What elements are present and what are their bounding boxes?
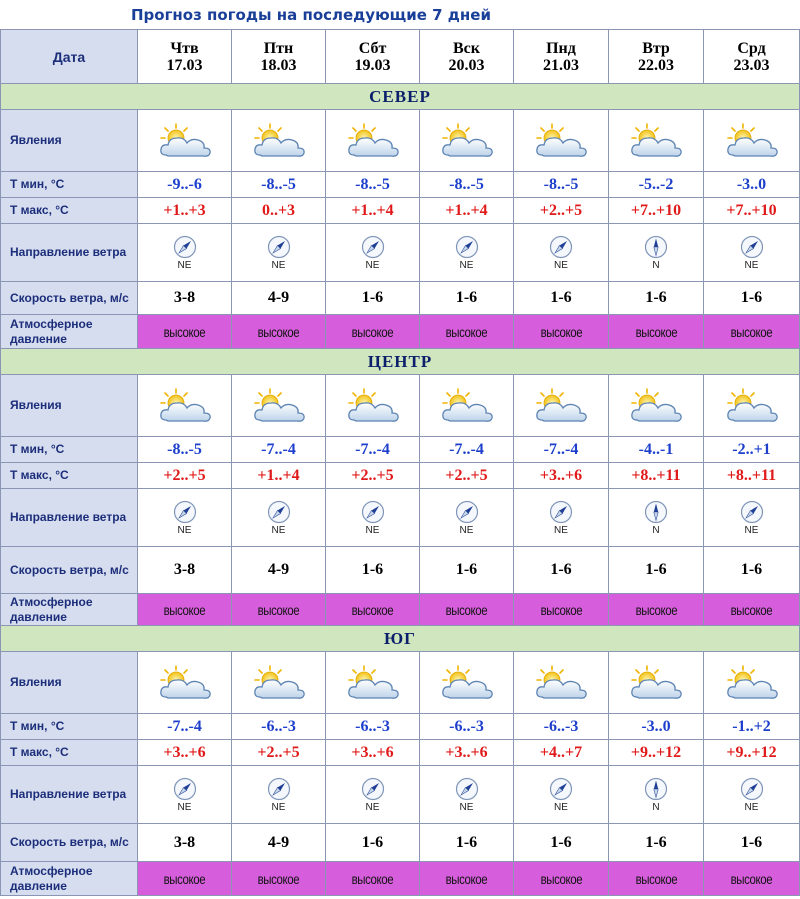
row-label-wind_dir: Направление ветра [1,766,138,824]
phenomena-cell [232,110,326,172]
wind-speed-value: 1-6 [704,824,800,862]
pressure-value: высокое [257,870,300,887]
compass-arrow-icon [361,235,385,259]
pressure-cell [232,594,326,626]
phenomena-cell [326,110,420,172]
wind-direction-code: NE [459,259,474,271]
pressure-cell [326,862,420,896]
partly-cloudy-icon [609,387,703,425]
tmin-value: -8..-5 [326,172,420,198]
tmin-value: -6..-3 [514,714,609,740]
wind-direction-cell [514,224,609,282]
region-name: ЦЕНТР [1,349,800,375]
phenomena-cell [609,652,704,714]
row-label-tmax: Т макс, °С [1,740,138,766]
wind-speed-value: 1-6 [704,282,800,315]
tmax-value: +1..+4 [232,463,326,489]
wind-direction-cell [232,766,326,824]
pressure-cell [232,862,326,896]
phenomena-cell [138,652,232,714]
wind-direction-code: NE [365,524,380,536]
partly-cloudy-icon [420,387,513,425]
tmin-value: -7..-4 [514,437,609,463]
tmin-value: -8..-5 [420,172,514,198]
tmax-value: +1..+4 [326,198,420,224]
partly-cloudy-icon [326,387,419,425]
pressure-value: высокое [257,323,300,340]
forecast-table [0,29,800,896]
tmax-value: +2..+5 [420,463,514,489]
partly-cloudy-icon [514,387,608,425]
pressure-value: высокое [540,870,582,887]
pressure-cell [420,594,514,626]
phenomena-cell [420,110,514,172]
wind-direction-code: NE [177,801,192,813]
partly-cloudy-icon [420,664,513,702]
wind-direction-row [1,766,800,824]
wind-speed-value: 1-6 [514,282,609,315]
partly-cloudy-icon [609,122,703,160]
partly-cloudy-icon [138,122,231,160]
partly-cloudy-icon [609,664,703,702]
row-label-tmin: Т мин, °С [1,437,138,463]
wind-direction-code: NE [177,259,192,271]
compass-arrow-icon [549,500,573,524]
pressure-value: высокое [540,323,582,340]
pressure-value: высокое [730,870,773,887]
partly-cloudy-icon [232,664,325,702]
row-label-wind_dir: Направление ветра [1,224,138,282]
phenomena-cell [420,375,514,437]
tmax-value: +7..+10 [704,198,800,224]
tmax-value: +3..+6 [326,740,420,766]
wind-direction-cell [232,489,326,547]
compass-arrow-icon [173,235,197,259]
wind-speed-value: 4-9 [232,547,326,594]
tmin-value: -8..-5 [514,172,609,198]
pressure-value: высокое [163,601,206,618]
region-name: ЮГ [1,626,800,652]
wind-speed-value: 4-9 [232,282,326,315]
compass-arrow-icon [455,777,479,801]
compass-arrow-icon [740,500,764,524]
row-label-tmax: Т макс, °С [1,463,138,489]
wind-speed-value: 3-8 [138,547,232,594]
partly-cloudy-icon [232,122,325,160]
partly-cloudy-icon [420,122,513,160]
wind-direction-row [1,489,800,547]
tmax-value: +3..+6 [420,740,514,766]
wind-speed-value: 1-6 [609,282,704,315]
tmax-value: 0..+3 [232,198,326,224]
compass-arrow-icon [361,500,385,524]
date-label: Дата [1,30,138,84]
day-header [138,30,232,84]
wind-speed-value: 1-6 [420,282,514,315]
day-header [704,30,800,84]
region-row [1,84,800,110]
phenomena-cell [609,110,704,172]
compass-arrow-icon [740,777,764,801]
pressure-cell [704,862,800,896]
phenomena-cell [704,375,800,437]
wind-speed-value: 1-6 [609,824,704,862]
pressure-value: высокое [257,601,300,618]
phenomena-cell [514,110,609,172]
pressure-value: высокое [163,323,206,340]
wind-speed-value: 1-6 [609,547,704,594]
wind-direction-cell [138,224,232,282]
row-label-wind_speed: Скорость ветра, м/с [1,824,138,862]
phenomena-cell [704,110,800,172]
partly-cloudy-icon [704,664,799,702]
row-label-phenomena: Явления [1,110,138,172]
pressure-row [1,862,800,896]
wind-direction-row [1,224,800,282]
wind-speed-value: 1-6 [514,824,609,862]
wind-direction-code: NE [744,259,759,271]
wind-direction-cell [326,489,420,547]
tmax-value: +4..+7 [514,740,609,766]
wind-speed-value: 1-6 [326,824,420,862]
wind-speed-row [1,547,800,594]
wind-speed-value: 3-8 [138,824,232,862]
day-date: 20.03 [448,56,485,74]
wind-direction-cell [326,224,420,282]
wind-direction-cell [420,766,514,824]
wind-direction-code: NE [365,801,380,813]
tmin-row [1,437,800,463]
wind-speed-row [1,824,800,862]
wind-direction-cell [609,489,704,547]
day-header [420,30,514,84]
tmax-value: +8..+11 [704,463,800,489]
compass-arrow-icon [173,777,197,801]
phenomena-row [1,375,800,437]
pressure-cell [609,315,704,349]
wind-speed-value: 1-6 [420,824,514,862]
wind-direction-cell [609,766,704,824]
wind-direction-code: NE [271,259,286,271]
row-label-tmin: Т мин, °С [1,172,138,198]
phenomena-cell [326,652,420,714]
wind-direction-cell [514,766,609,824]
partly-cloudy-icon [326,664,419,702]
tmin-value: -8..-5 [232,172,326,198]
pressure-value: высокое [445,601,488,618]
page-title: Прогноз погоды на последующие 7 дней [131,6,491,24]
row-label-phenomena: Явления [1,375,138,437]
row-label-wind_dir: Направление ветра [1,489,138,547]
wind-direction-code: NE [744,524,759,536]
tmin-value: -9..-6 [138,172,232,198]
pressure-cell [704,594,800,626]
wind-direction-cell [138,489,232,547]
pressure-cell [420,862,514,896]
day-of-week: Пнд [546,39,576,57]
pressure-cell [514,594,609,626]
day-date: 22.03 [638,56,674,74]
tmax-value: +1..+3 [138,198,232,224]
day-date: 17.03 [166,56,203,74]
day-of-week: Сбт [358,39,387,57]
wind-direction-code: NE [365,259,380,271]
phenomena-cell [326,375,420,437]
wind-direction-code: NE [271,524,286,536]
phenomena-cell [138,375,232,437]
wind-direction-cell [704,766,800,824]
day-header [514,30,609,84]
wind-direction-code: NE [459,524,474,536]
compass-arrow-icon [173,500,197,524]
wind-speed-value: 1-6 [514,547,609,594]
tmax-value: +9..+12 [704,740,800,766]
day-header [326,30,420,84]
wind-direction-cell [609,224,704,282]
pressure-value: высокое [351,323,394,340]
wind-direction-cell [420,224,514,282]
tmax-value: +2..+5 [232,740,326,766]
wind-speed-value: 3-8 [138,282,232,315]
row-label-wind_speed: Скорость ветра, м/с [1,547,138,594]
row-label-phenomena: Явления [1,652,138,714]
phenomena-row [1,110,800,172]
compass-arrow-icon [455,235,479,259]
day-of-week: Срд [737,39,766,57]
tmax-value: +9..+12 [609,740,704,766]
pressure-cell [232,315,326,349]
wind-speed-value: 1-6 [326,547,420,594]
compass-arrow-icon [267,777,291,801]
day-of-week: Вск [453,39,480,57]
tmin-value: -7..-4 [326,437,420,463]
region-row [1,626,800,652]
wind-speed-value: 1-6 [420,547,514,594]
region-name: СЕВЕР [1,84,800,110]
pressure-cell [138,862,232,896]
pressure-value: высокое [163,870,206,887]
row-label-tmin: Т мин, °С [1,714,138,740]
pressure-value: высокое [540,601,582,618]
phenomena-row [1,652,800,714]
compass-arrow-icon [549,235,573,259]
compass-arrow-icon [740,235,764,259]
wind-direction-code: NE [744,801,759,813]
day-date: 23.03 [733,56,770,74]
wind-direction-cell [232,224,326,282]
pressure-cell [609,594,704,626]
tmin-value: -7..-4 [420,437,514,463]
day-date: 18.03 [260,56,297,74]
partly-cloudy-icon [326,122,419,160]
wind-direction-code: NE [554,801,568,813]
tmax-value: +7..+10 [609,198,704,224]
tmin-value: -6..-3 [420,714,514,740]
wind-speed-row [1,282,800,315]
tmin-value: -3..0 [704,172,800,198]
tmin-row [1,714,800,740]
tmax-value: +3..+6 [514,463,609,489]
tmax-value: +3..+6 [138,740,232,766]
day-header [232,30,326,84]
pressure-cell [420,315,514,349]
row-label-tmax: Т макс, °С [1,198,138,224]
pressure-value: высокое [635,601,677,618]
day-of-week: Втр [642,39,670,57]
pressure-cell [514,862,609,896]
day-date: 19.03 [354,56,391,74]
phenomena-cell [704,652,800,714]
tmax-value: +2..+5 [514,198,609,224]
pressure-cell [326,594,420,626]
tmin-value: -2..+1 [704,437,800,463]
row-label-pressure: Атмосферное давление [1,315,138,349]
tmin-value: -8..-5 [138,437,232,463]
compass-arrow-icon [361,777,385,801]
phenomena-cell [138,110,232,172]
compass-arrow-icon [644,777,668,801]
compass-arrow-icon [455,500,479,524]
wind-direction-cell [704,224,800,282]
day-of-week: Птн [263,39,294,57]
phenomena-cell [514,375,609,437]
pressure-cell [138,594,232,626]
wind-direction-cell [138,766,232,824]
wind-direction-cell [326,766,420,824]
pressure-row [1,315,800,349]
wind-direction-cell [514,489,609,547]
header-row [1,30,800,84]
tmax-row [1,463,800,489]
tmin-value: -4..-1 [609,437,704,463]
partly-cloudy-icon [232,387,325,425]
tmin-value: -7..-4 [138,714,232,740]
row-label-pressure: Атмосферное давление [1,594,138,626]
partly-cloudy-icon [704,387,799,425]
pressure-cell [138,315,232,349]
compass-arrow-icon [549,777,573,801]
compass-arrow-icon [267,235,291,259]
tmax-row [1,198,800,224]
wind-direction-cell [420,489,514,547]
pressure-value: высокое [351,601,394,618]
pressure-value: высокое [635,323,677,340]
pressure-cell [514,315,609,349]
wind-speed-value: 1-6 [326,282,420,315]
pressure-value: высокое [730,323,773,340]
wind-speed-value: 1-6 [704,547,800,594]
tmax-value: +2..+5 [326,463,420,489]
pressure-value: высокое [635,870,677,887]
tmin-value: -6..-3 [326,714,420,740]
partly-cloudy-icon [514,122,608,160]
partly-cloudy-icon [514,664,608,702]
wind-direction-code: N [652,524,660,536]
day-date: 21.03 [543,56,579,74]
pressure-value: высокое [445,323,488,340]
tmin-value: -7..-4 [232,437,326,463]
wind-direction-code: NE [554,524,568,536]
tmax-value: +2..+5 [138,463,232,489]
wind-direction-code: NE [271,801,286,813]
pressure-cell [609,862,704,896]
tmin-row [1,172,800,198]
row-label-pressure: Атмосферное давление [1,862,138,896]
phenomena-cell [514,652,609,714]
tmax-row [1,740,800,766]
partly-cloudy-icon [138,387,231,425]
day-of-week: Чтв [170,39,199,57]
partly-cloudy-icon [138,664,231,702]
wind-speed-value: 4-9 [232,824,326,862]
pressure-cell [326,315,420,349]
wind-direction-code: N [652,259,660,271]
tmin-value: -1..+2 [704,714,800,740]
pressure-value: высокое [730,601,773,618]
phenomena-cell [609,375,704,437]
tmin-value: -3..0 [609,714,704,740]
wind-direction-code: N [652,801,660,813]
partly-cloudy-icon [704,122,799,160]
wind-direction-code: NE [177,524,192,536]
phenomena-cell [232,652,326,714]
tmin-value: -5..-2 [609,172,704,198]
phenomena-cell [420,652,514,714]
pressure-value: высокое [351,870,394,887]
pressure-row [1,594,800,626]
tmax-value: +8..+11 [609,463,704,489]
wind-direction-code: NE [459,801,474,813]
day-header [609,30,704,84]
tmax-value: +1..+4 [420,198,514,224]
tmin-value: -6..-3 [232,714,326,740]
wind-direction-code: NE [554,259,568,271]
pressure-cell [704,315,800,349]
compass-arrow-icon [644,235,668,259]
row-label-wind_speed: Скорость ветра, м/с [1,282,138,315]
phenomena-cell [232,375,326,437]
pressure-value: высокое [445,870,488,887]
compass-arrow-icon [644,500,668,524]
wind-direction-cell [704,489,800,547]
compass-arrow-icon [267,500,291,524]
region-row [1,349,800,375]
